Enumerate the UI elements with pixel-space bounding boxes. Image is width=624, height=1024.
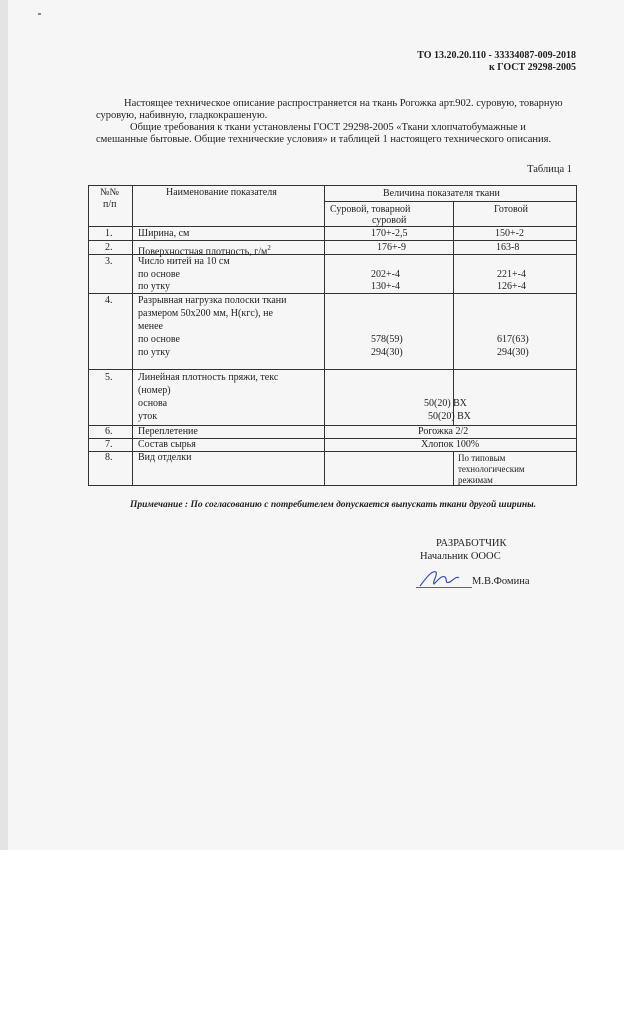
row-3-sub-weft: по утку bbox=[138, 281, 170, 292]
row-4-finished-warp: 617(63) bbox=[497, 334, 529, 345]
row-1-number: 1. bbox=[105, 228, 113, 239]
col-number-label: №№ bbox=[100, 187, 120, 198]
row-4-sub-weft: по утку bbox=[138, 347, 170, 358]
document-code: ТО 13.20.20.110 - 33334087-009-2018 bbox=[417, 50, 576, 61]
col-number-label-2: п/п bbox=[103, 199, 117, 210]
row-6-value: Рогожка 2/2 bbox=[418, 426, 469, 437]
row-2-number: 2. bbox=[105, 242, 113, 253]
row-3-number: 3. bbox=[105, 256, 113, 267]
row-8-name: Вид отделки bbox=[138, 452, 192, 463]
handwritten-signature bbox=[414, 566, 474, 590]
row-1-raw: 170+-2,5 bbox=[371, 228, 408, 239]
row-5-sub-warp: основа bbox=[138, 398, 168, 409]
table-note: Примечание : По согласованию с потребителем допускается выпускать ткани другой ширины. bbox=[130, 500, 537, 510]
row-3-raw-warp: 202+-4 bbox=[371, 269, 400, 280]
signature-name: М.В.Фомина bbox=[472, 576, 530, 587]
row-3-finished-weft: 126+-4 bbox=[497, 281, 526, 292]
row-5-name-line-2: (номер) bbox=[138, 385, 171, 396]
col-raw-header-2: суровой bbox=[372, 215, 407, 226]
row-4-name-line-1: Разрывная нагрузка полоски ткани bbox=[138, 295, 287, 306]
gost-reference: к ГОСТ 29298-2005 bbox=[489, 62, 576, 73]
row-4-sub-warp: по основе bbox=[138, 334, 180, 345]
row-3-raw-weft: 130+-4 bbox=[371, 281, 400, 292]
row-3-finished-warp: 221+-4 bbox=[497, 269, 526, 280]
col-raw-header: Суровой, товарной bbox=[330, 204, 411, 215]
row-6-number: 6. bbox=[105, 426, 113, 437]
row-7-name: Состав сырья bbox=[138, 439, 196, 450]
signature-position: Начальник ОООС bbox=[420, 551, 501, 562]
row-1-finished: 150+-2 bbox=[495, 228, 524, 239]
row-3-name: Число нитей на 10 см bbox=[138, 256, 230, 267]
spec-table bbox=[88, 185, 577, 487]
row-1-name: Ширина, см bbox=[138, 228, 190, 239]
row-4-name-line-2: размером 50х200 мм, Н(кгс), не bbox=[138, 308, 273, 319]
row-8-finished-line-3: режимам bbox=[458, 475, 493, 485]
row-2-raw: 176+-9 bbox=[377, 242, 406, 253]
row-7-number: 7. bbox=[105, 439, 113, 450]
signature-role: РАЗРАБОТЧИК bbox=[436, 538, 507, 549]
row-5-sub-weft: уток bbox=[138, 411, 158, 422]
row-5-value-warp: 50(20) ВХ bbox=[424, 398, 467, 409]
scan-speck bbox=[38, 13, 41, 15]
row-4-raw-warp: 578(59) bbox=[371, 334, 403, 345]
row-8-finished-line-1: По типовым bbox=[458, 453, 506, 463]
row-5-value-weft: 50(20) ВХ bbox=[428, 411, 471, 422]
row-8-finished-line-2: технологическим bbox=[458, 464, 525, 474]
row-8-number: 8. bbox=[105, 452, 113, 463]
intro-text bbox=[96, 98, 576, 146]
row-7-value: Хлопок 100% bbox=[421, 439, 480, 450]
col-finished-header: Готовой bbox=[494, 204, 529, 215]
row-6-name: Переплетение bbox=[138, 426, 198, 437]
row-3-sub-warp: по основе bbox=[138, 269, 180, 280]
row-5-name-line-1: Линейная плотность пряжи, текс bbox=[138, 372, 279, 383]
page-fold-shadow bbox=[0, 0, 8, 850]
row-4-number: 4. bbox=[105, 295, 113, 306]
row-5-number: 5. bbox=[105, 372, 113, 383]
row-2-name-text: Поверхностная плотность, г/м bbox=[138, 246, 268, 258]
row-4-raw-weft: 294(30) bbox=[371, 347, 403, 358]
col-name-header: Наименование показателя bbox=[166, 187, 277, 198]
row-2-finished: 163-8 bbox=[496, 242, 520, 253]
row-4-name-line-3: менее bbox=[138, 321, 163, 332]
row-2-name-superscript: 2 bbox=[267, 244, 271, 252]
intro-paragraph-2: Общие требования к ткани установлены ГОСТ 29298-2005 «Ткани хлопчатобумажные и смешанные бытовые. Общие технические условия» и таблицей 1 настоящего технического описания. bbox=[96, 122, 552, 145]
intro-paragraph-1: Настоящее техническое описание распространяется на ткань Рогожка арт.902. суровую, товарную суровую, набивную, гладкокрашеную. bbox=[96, 98, 563, 121]
row-4-finished-weft: 294(30) bbox=[497, 347, 529, 358]
table-caption: Таблица 1 bbox=[527, 164, 572, 175]
col-value-header: Величина показателя ткани bbox=[383, 188, 500, 199]
